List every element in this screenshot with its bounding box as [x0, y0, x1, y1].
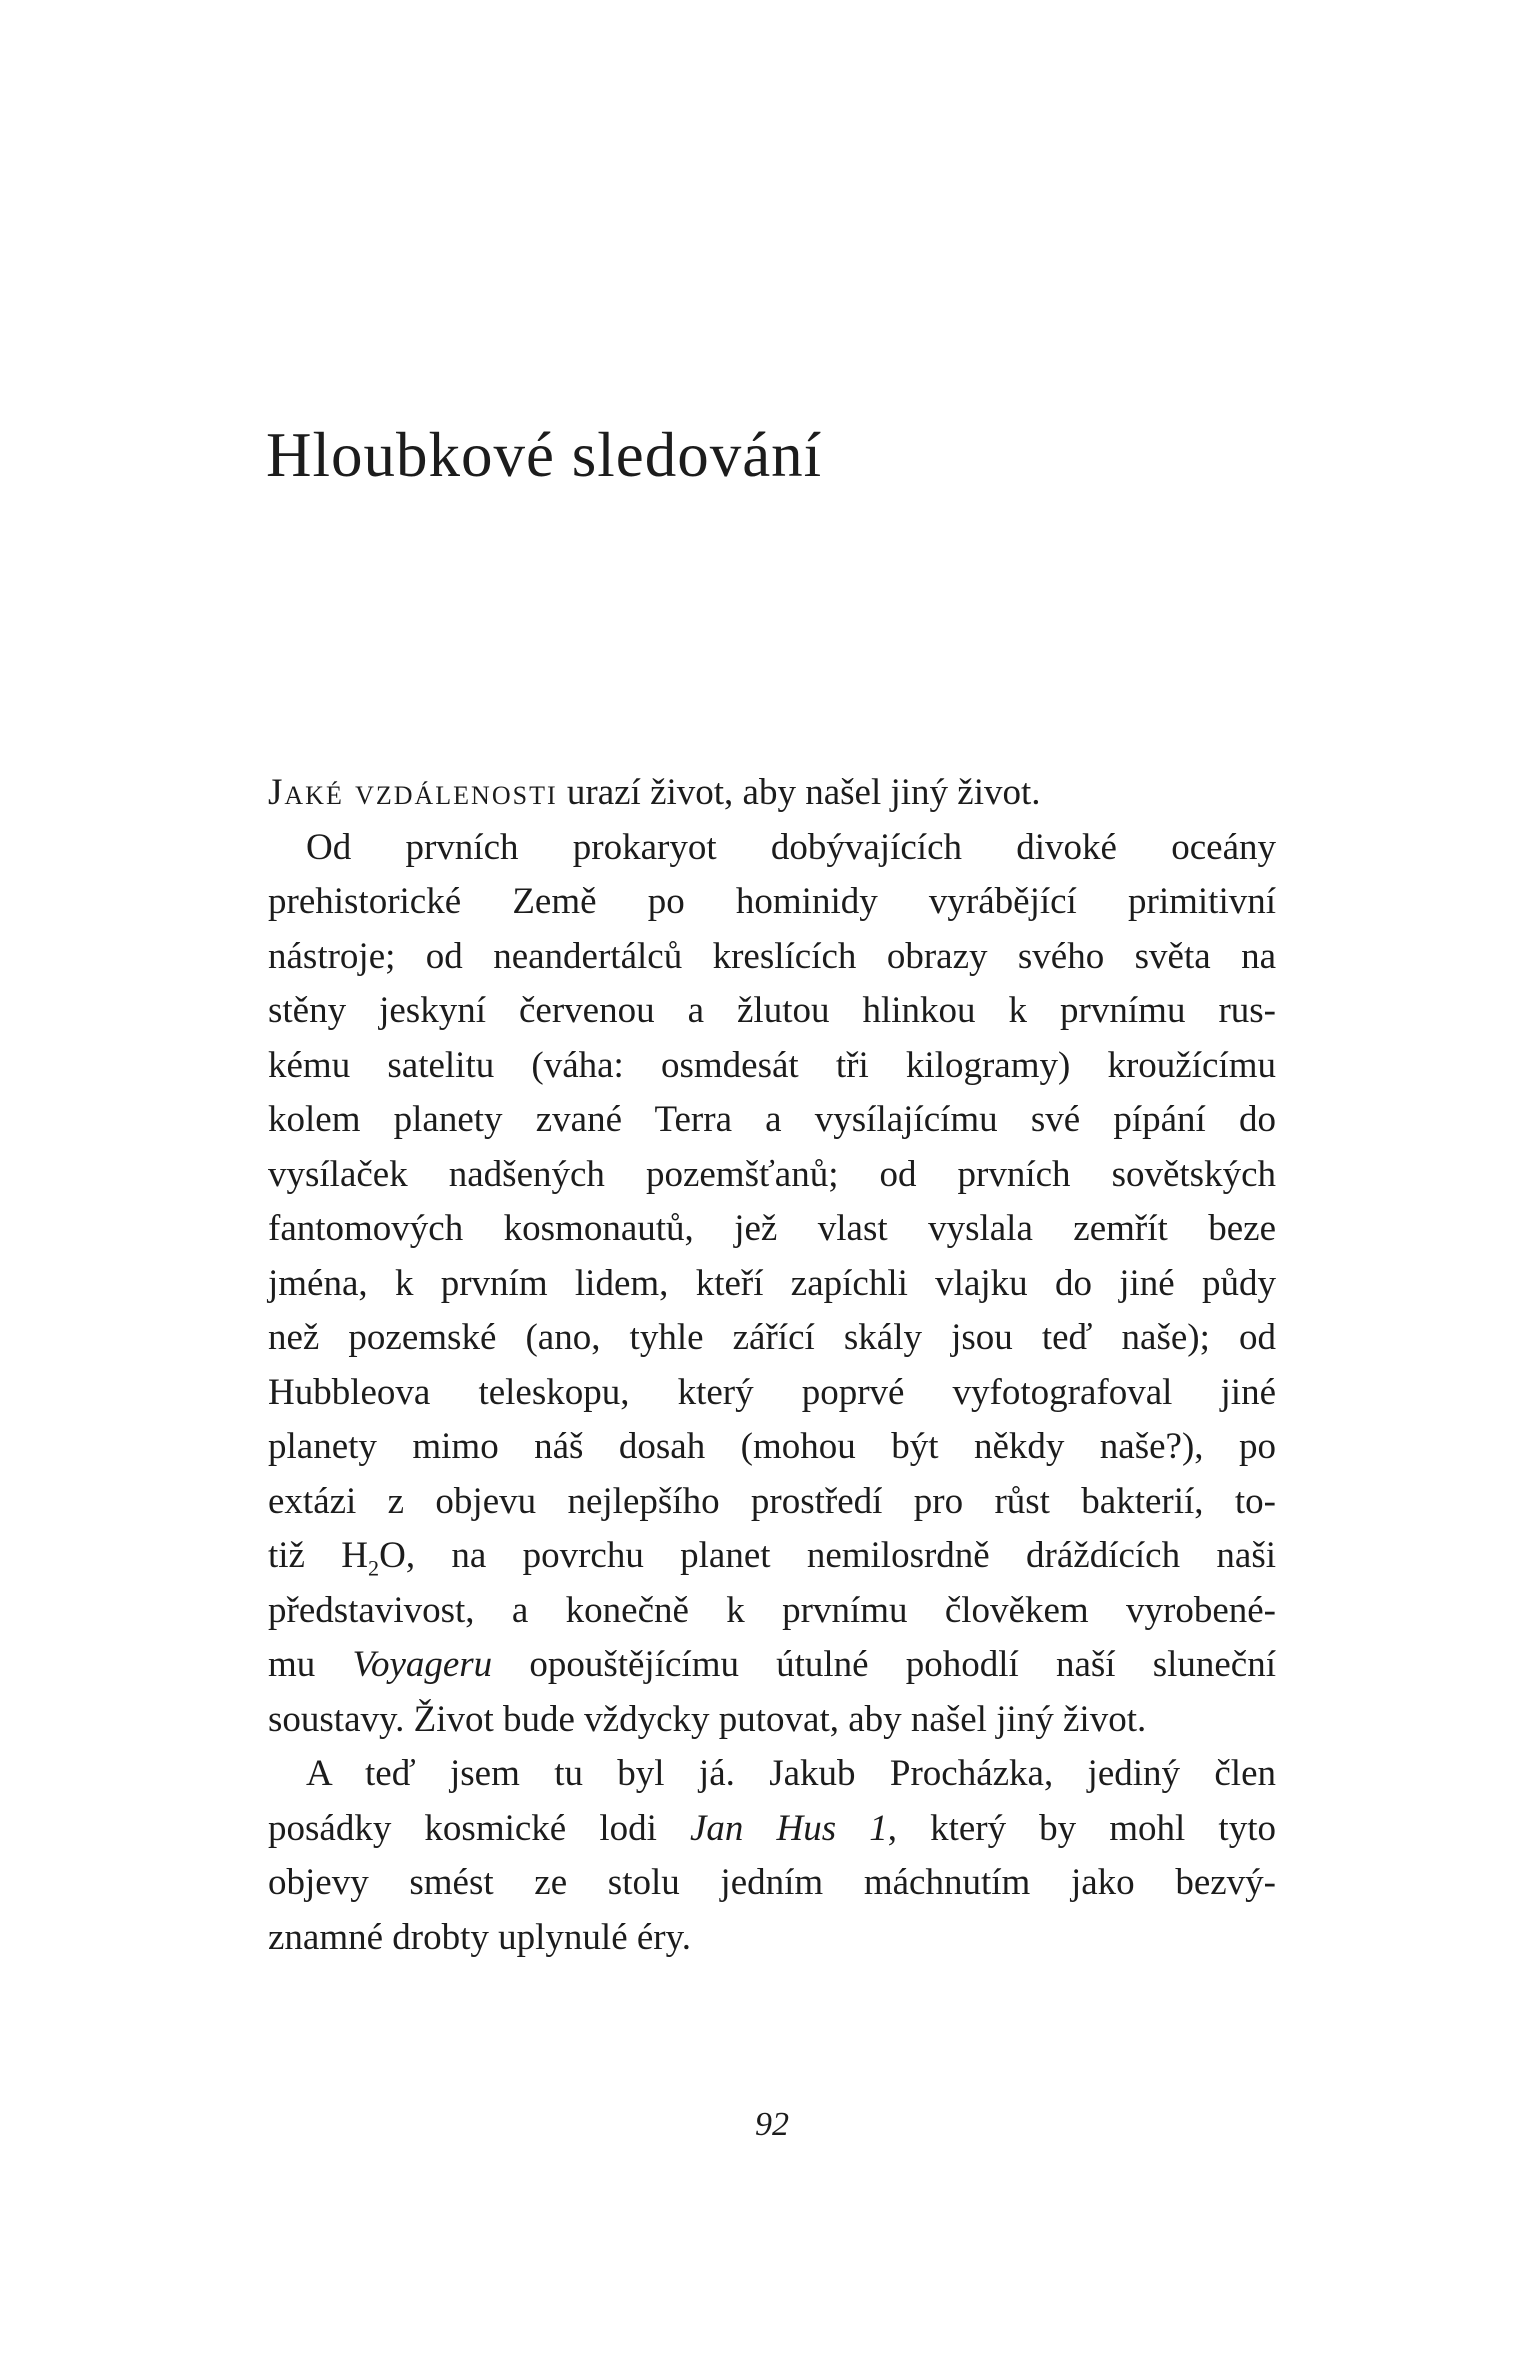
text-segment: prehistorické Země po hominidy vyrábějící primitivní — [268, 881, 1276, 922]
text-segment: než pozemské (ano, tyhle zářící skály jsou teď naše); od — [268, 1317, 1276, 1358]
text-segment: kému satelitu (váha: osmdesát tři kilogramy) kroužícímu — [268, 1044, 1276, 1086]
text-segment: kolem planety zvané Terra a vysílajícímu své pípání do — [268, 1099, 1276, 1140]
text-segment: opouštějícímu útulné pohodlí naší sluneční — [492, 1644, 1277, 1685]
text-line — [268, 1802, 1276, 1857]
text-segment: O, na povrchu planet nemilosrdně dráždících naši — [379, 1535, 1276, 1576]
text-line — [268, 821, 1276, 876]
text-line — [268, 1039, 1276, 1094]
text-segment: tiž H — [268, 1535, 368, 1576]
text-line — [268, 1257, 1276, 1312]
text-line — [268, 1638, 1276, 1693]
text-line — [268, 875, 1276, 930]
text-line — [268, 1093, 1276, 1148]
text-segment: Od prvních prokaryot dobývajících divoké oceány — [306, 826, 1276, 868]
text-segment: A teď jsem tu byl já. Jakub Procházka, jediný člen — [306, 1753, 1276, 1794]
text-segment: stěny jeskyní červenou a žlutou hlinkou k prvnímu rus- — [268, 990, 1276, 1031]
text-line — [268, 1584, 1276, 1639]
text-line — [268, 1475, 1276, 1530]
text-line — [268, 1366, 1276, 1421]
text-segment: vysílaček nadšených pozemšťanů; od prvních sovětských — [268, 1153, 1276, 1195]
text-segment: fantomových kosmonautů, jež vlast vyslala zemřít beze — [268, 1208, 1276, 1249]
text-segment: nástroje; od neandertálců kreslících obrazy svého světa na — [268, 935, 1276, 977]
text-line — [268, 1420, 1276, 1475]
text-line — [268, 1311, 1276, 1366]
italic-text: Jan Hus 1 — [689, 1807, 888, 1849]
text-line — [268, 1693, 1276, 1748]
text-line — [268, 1529, 1276, 1584]
text-segment: extázi z objevu nejlepšího prostředí pro růst bakterií, to- — [268, 1480, 1276, 1522]
chapter-title: Hloubkové sledování — [266, 420, 823, 490]
text-line — [268, 984, 1276, 1039]
text-segment: soustavy. Život bude vždycky putovat, aby našel jiný život. — [268, 1698, 1147, 1740]
text-segment: představivost, a konečně k prvnímu člověkem vyrobené- — [268, 1589, 1276, 1631]
text-segment: planety mimo náš dosah (mohou být někdy naše?), po — [268, 1426, 1276, 1467]
smallcaps-text: Jaké vzdálenosti — [268, 772, 558, 813]
text-segment: , který by mohl tyto — [887, 1807, 1276, 1849]
text-line — [268, 1148, 1276, 1203]
text-segment: urazí život, aby našel jiný život. — [557, 772, 1041, 813]
text-line — [268, 930, 1276, 985]
text-segment: jména, k prvním lidem, kteří zapíchli vlajku do jiné půdy — [268, 1262, 1276, 1304]
text-line — [268, 1856, 1276, 1911]
text-segment: objevy smést ze stolu jedním máchnutím jako bezvý- — [268, 1862, 1276, 1903]
text-segment: znamné drobty uplynulé éry. — [268, 1916, 691, 1958]
text-segment: Hubbleova teleskopu, který poprvé vyfotografoval jiné — [268, 1371, 1276, 1413]
body-text — [268, 766, 1276, 1965]
text-line — [268, 1911, 1276, 1966]
text-line — [268, 766, 1276, 821]
text-line — [268, 1202, 1276, 1257]
page-number: 92 — [755, 2106, 789, 2143]
italic-text: Voyageru — [352, 1644, 493, 1685]
subscript-text: 2 — [368, 1555, 380, 1581]
text-segment: posádky kosmické lodi — [268, 1807, 690, 1849]
text-line — [268, 1747, 1276, 1802]
text-segment: mu — [268, 1644, 353, 1685]
